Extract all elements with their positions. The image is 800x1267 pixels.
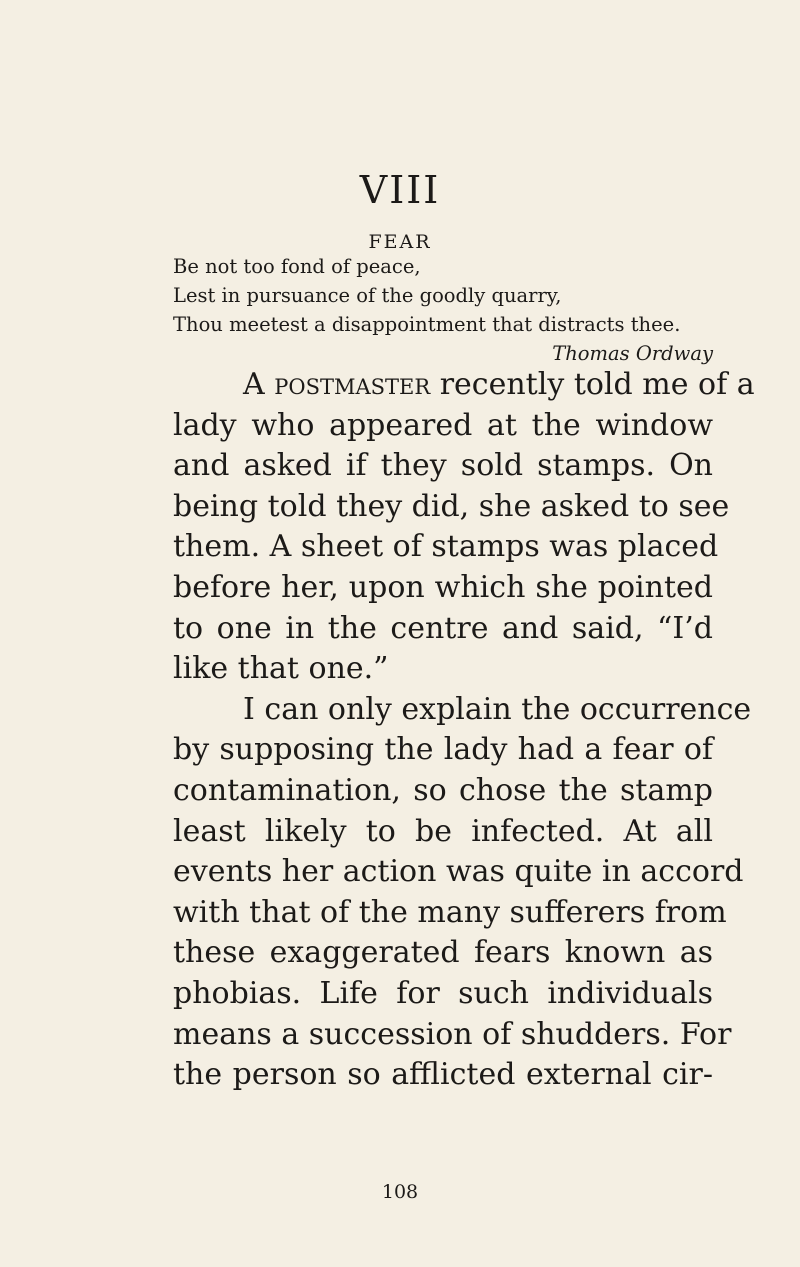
chapter-number: VIII [359, 168, 441, 212]
body-line: before her, upon which she pointed [173, 569, 713, 605]
epigraph-line: Be not too fond of peace, [173, 255, 421, 278]
epigraph-line: Lest in pursuance of the goodly quarry, [173, 284, 562, 307]
body-line: I can only explain the occurrence [243, 691, 752, 727]
body-line: events her action was quite in accord [173, 854, 744, 890]
epigraph [173, 252, 713, 368]
body-line: with that of the many sufferers from [173, 894, 727, 930]
body-line: lady who appeared at the window [173, 407, 713, 443]
body-text [173, 365, 755, 1096]
body-line: by supposing the lady had a fear of [173, 732, 713, 768]
smallcaps-word: postmaster [274, 367, 431, 402]
body-line: like that one.” [173, 651, 389, 687]
epigraph-line: Thou meetest a disappointment that distracts thee. [173, 313, 681, 336]
body-line: the person so afflicted external cir- [173, 1057, 713, 1093]
body-line: to one in the centre and said, “I’d [173, 610, 713, 646]
body-line: contamination, so chose the stamp [173, 772, 713, 808]
body-line: phobias. Life for such individuals [173, 975, 713, 1011]
epigraph-author: Thomas Ordway [552, 342, 713, 365]
page-number: 108 [381, 1181, 419, 1203]
body-line: least likely to be infected. At all [173, 813, 713, 849]
chapter-title: FEAR [368, 231, 432, 253]
body-line: these exaggerated fears known as [173, 935, 713, 971]
body-line: means a succession of shudders. For [173, 1016, 732, 1052]
body-line-text: recently told me of a [430, 367, 755, 402]
body-line: and asked if they sold stamps. On [173, 448, 713, 484]
body-line: them. A sheet of stamps was placed [173, 529, 719, 565]
dropcap: A [243, 367, 265, 402]
body-line [173, 365, 755, 406]
body-line: being told they did, she asked to see [173, 488, 730, 524]
